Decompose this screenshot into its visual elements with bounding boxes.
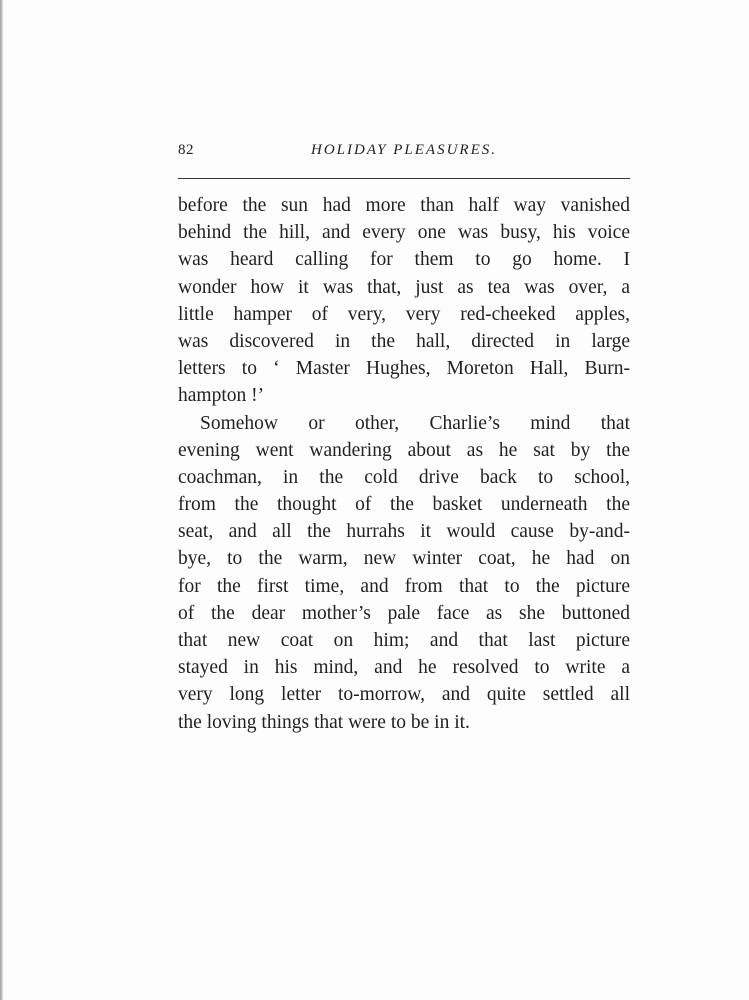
text-line: Somehow or other, Charlie’s mind that [200,412,630,434]
text-line: letters to ‘ Master Hughes, Moreton Hall, Burn- [178,358,630,380]
running-title: HOLIDAY PLEASURES. [311,142,497,158]
text-line: wonder how it was that, just as tea was over, a [178,276,630,298]
text-line: the loving things that were to be in it. [178,711,470,733]
text-line: stayed in his mind, and he resolved to write a [178,657,630,679]
text-line: little hamper of very, very red-cheeked apples, [178,303,630,325]
text-line: behind the hill, and every one was busy, his voice [178,222,630,244]
text-line: from the thought of the basket underneath the [178,494,630,516]
page-edge [0,0,3,1000]
text-line: bye, to the warm, new winter coat, he had on [178,548,630,570]
text-line: for the first time, and from that to the picture [178,575,630,597]
text-line: seat, and all the hurrahs it would cause by-and- [178,521,630,543]
header-rule [178,178,630,179]
text-line: very long letter to-morrow, and quite settled all [178,684,630,706]
text-line: of the dear mother’s pale face as she buttoned [178,602,630,624]
body-text [178,192,630,736]
running-head [178,138,630,168]
text-line: that new coat on him; and that last picture [178,630,630,651]
text-line: hampton !’ [178,385,265,407]
text-line: coachman, in the cold drive back to school, [178,466,630,488]
text-line: evening went wandering about as he sat by the [178,439,630,461]
text-line: was heard calling for them to go home. I [178,249,630,271]
text-line: before the sun had more than half way vanished [178,195,630,216]
text-line: was discovered in the hall, directed in large [178,330,630,352]
page-number: 82 [178,142,194,158]
